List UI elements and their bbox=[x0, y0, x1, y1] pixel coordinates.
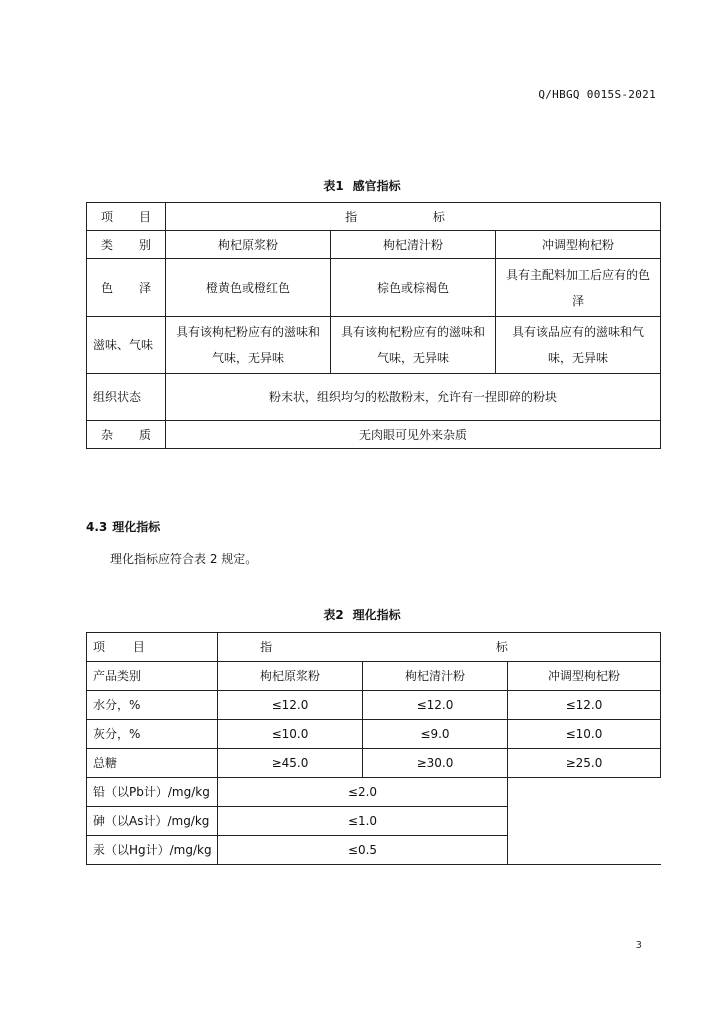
table1-category: 冲调型枸杞粉 bbox=[496, 231, 661, 259]
table-row bbox=[87, 691, 661, 720]
table-cell: ≤0.5 bbox=[218, 836, 508, 865]
table-cell: ≥25.0 bbox=[508, 749, 661, 778]
table-row bbox=[87, 778, 661, 807]
table-cell: 具有该枸杞粉应有的滋味和气味，无异味 bbox=[331, 317, 496, 374]
table1-caption bbox=[0, 177, 724, 194]
table-cell: 橙黄色或橙红色 bbox=[166, 259, 331, 317]
table-cell: ≤9.0 bbox=[363, 720, 508, 749]
standard-code: Q/HBGQ 0015S-2021 bbox=[538, 88, 656, 101]
table2-header-item: 项 目 bbox=[87, 633, 218, 662]
row-label: 汞（以Hg计）/mg/kg bbox=[87, 836, 218, 865]
table-row bbox=[87, 807, 661, 836]
table-row bbox=[87, 720, 661, 749]
table2-category: 枸杞清汁粉 bbox=[363, 662, 508, 691]
row-label: 铅（以Pb计）/mg/kg bbox=[87, 778, 218, 807]
table-cell: 无肉眼可见外来杂质 bbox=[166, 421, 661, 449]
sensory-table bbox=[86, 202, 661, 449]
table2-category-label: 产品类别 bbox=[87, 662, 218, 691]
table-cell: ≤12.0 bbox=[508, 691, 661, 720]
section-number: 4.3 bbox=[86, 520, 108, 534]
table-row bbox=[87, 749, 661, 778]
section-heading bbox=[86, 518, 160, 535]
table1-category: 枸杞原浆粉 bbox=[166, 231, 331, 259]
row-label: 水分，% bbox=[87, 691, 218, 720]
table1-title: 感官指标 bbox=[352, 179, 401, 193]
table-cell: ≥45.0 bbox=[218, 749, 363, 778]
row-label: 总糖 bbox=[87, 749, 218, 778]
table-cell: ≤1.0 bbox=[218, 807, 508, 836]
table-cell: 具有主配料加工后应有的色泽 bbox=[496, 259, 661, 317]
table2-header-index: 指 标 bbox=[218, 633, 661, 662]
physicochemical-table bbox=[86, 632, 661, 865]
table-row bbox=[87, 421, 661, 449]
row-label: 砷（以As计）/mg/kg bbox=[87, 807, 218, 836]
table-row bbox=[87, 374, 661, 421]
table-cell: ≥30.0 bbox=[363, 749, 508, 778]
table-cell: 具有该枸杞粉应有的滋味和气味，无异味 bbox=[166, 317, 331, 374]
table1-category-label: 类 别 bbox=[87, 231, 166, 259]
table-cell: ≤10.0 bbox=[218, 720, 363, 749]
row-label: 色 泽 bbox=[87, 259, 166, 317]
table-cell: ≤10.0 bbox=[508, 720, 661, 749]
table1-header-index: 指 标 bbox=[166, 203, 661, 231]
table2-category: 枸杞原浆粉 bbox=[218, 662, 363, 691]
row-label: 灰分，% bbox=[87, 720, 218, 749]
row-label: 杂 质 bbox=[87, 421, 166, 449]
table-row bbox=[87, 317, 661, 374]
section-paragraph: 理化指标应符合表 2 规定。 bbox=[110, 552, 258, 566]
table1-number: 表1 bbox=[323, 179, 344, 193]
section-title: 理化指标 bbox=[112, 520, 161, 534]
table1-header-item: 项 目 bbox=[87, 203, 166, 231]
table-row bbox=[87, 836, 661, 865]
row-label: 组织状态 bbox=[87, 374, 166, 421]
table2-caption bbox=[0, 606, 724, 623]
table-row bbox=[87, 259, 661, 317]
table-cell: 具有该品应有的滋味和气味，无异味 bbox=[496, 317, 661, 374]
table-cell: ≤12.0 bbox=[363, 691, 508, 720]
table1-category: 枸杞清汁粉 bbox=[331, 231, 496, 259]
row-label: 滋味、气味 bbox=[87, 317, 166, 374]
table-cell: ≤12.0 bbox=[218, 691, 363, 720]
table-cell: 粉末状，组织均匀的松散粉末，允许有一捏即碎的粉块 bbox=[166, 374, 661, 421]
table2-title: 理化指标 bbox=[352, 608, 401, 622]
table2-category: 冲调型枸杞粉 bbox=[508, 662, 661, 691]
table2-number: 表2 bbox=[323, 608, 344, 622]
table-cell: 棕色或棕褐色 bbox=[331, 259, 496, 317]
table-cell: ≤2.0 bbox=[218, 778, 508, 807]
page-number: 3 bbox=[635, 940, 642, 951]
